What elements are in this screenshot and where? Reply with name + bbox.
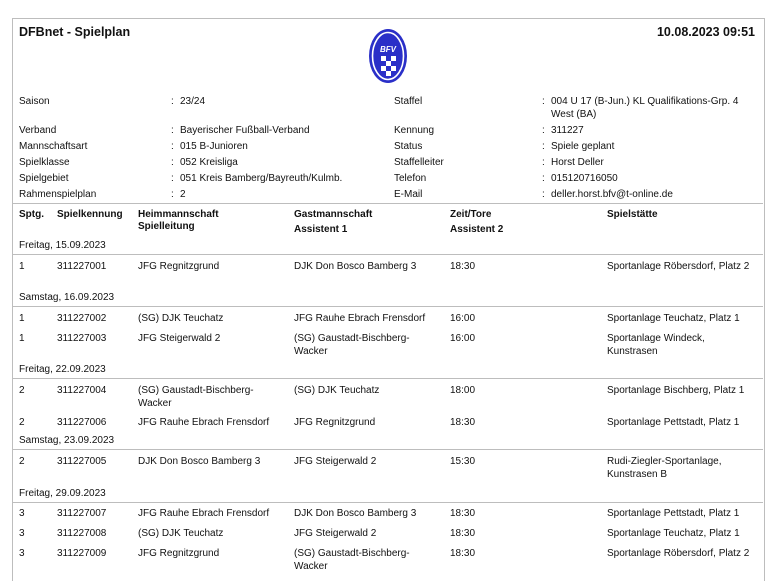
cell-spielstaette: Rudi-Ziegler-Sportanlage, Kunstrasen B — [607, 456, 722, 480]
cell-gastmannschaft: JFG Regnitzgrund — [294, 417, 376, 428]
col-gastmannschaft: Gastmannschaft — [294, 209, 373, 220]
date-rule — [12, 449, 763, 450]
meta-value: 052 Kreisliga — [180, 157, 238, 168]
cell-sptg: 2 — [19, 456, 25, 467]
match-date: Samstag, 16.09.2023 — [19, 292, 115, 303]
cell-gastmannschaft: JFG Steigerwald 2 — [294, 528, 377, 539]
match-date: Freitag, 29.09.2023 — [19, 488, 106, 499]
meta-label: Verband — [19, 125, 57, 136]
cell-gastmannschaft: (SG) Gaustadt-Bischberg-Wacker — [294, 333, 410, 357]
meta-label: Staffel — [394, 96, 423, 107]
meta-colon: : — [542, 173, 545, 184]
date-rule — [12, 502, 763, 503]
cell-heimmannschaft: DJK Don Bosco Bamberg 3 — [138, 456, 261, 467]
cell-spielstaette: Sportanlage Teuchatz, Platz 1 — [607, 313, 740, 324]
meta-value: 2 — [180, 189, 186, 200]
cell-sptg: 3 — [19, 508, 25, 519]
meta-label: Kennung — [394, 125, 435, 136]
meta-separator — [12, 203, 763, 204]
cell-gastmannschaft: JFG Steigerwald 2 — [294, 456, 377, 467]
meta-colon: : — [171, 189, 174, 200]
match-date: Freitag, 22.09.2023 — [19, 364, 106, 375]
meta-label: Spielgebiet — [19, 173, 69, 184]
date-rule — [12, 254, 763, 255]
cell-gastmannschaft: (SG) Gaustadt-Bischberg-Wacker — [294, 548, 410, 572]
meta-value: 004 U 17 (B-Jun.) KL Qualifikations-Grp. 4 West (BA) — [551, 96, 739, 120]
col-sptg: Sptg. — [19, 209, 44, 220]
cell-sptg: 1 — [19, 333, 25, 344]
cell-zeit: 16:00 — [450, 333, 476, 344]
cell-gastmannschaft: DJK Don Bosco Bamberg 3 — [294, 508, 417, 519]
cell-spielkennung: 311227007 — [57, 508, 107, 519]
cell-spielkennung: 311227004 — [57, 385, 107, 396]
cell-heimmannschaft: (SG) Gaustadt-Bischberg-Wacker — [138, 385, 254, 409]
cell-sptg: 2 — [19, 417, 25, 428]
cell-zeit: 15:30 — [450, 456, 476, 467]
meta-label: Saison — [19, 96, 50, 107]
cell-zeit: 18:30 — [450, 548, 476, 559]
meta-colon: : — [171, 141, 174, 152]
meta-value: deller.horst.bfv@t-online.de — [551, 189, 673, 200]
meta-value: 015120716050 — [551, 173, 618, 184]
cell-spielstaette: Sportanlage Pettstadt, Platz 1 — [607, 417, 740, 428]
cell-sptg: 3 — [19, 548, 25, 559]
meta-label: E-Mail — [394, 189, 423, 200]
meta-value: Spiele geplant — [551, 141, 615, 152]
cell-heimmannschaft: JFG Steigerwald 2 — [138, 333, 221, 344]
cell-spielkennung: 311227008 — [57, 528, 107, 539]
col-heimmannschaft: Heimmannschaft — [138, 209, 219, 220]
meta-label: Spielklasse — [19, 157, 70, 168]
date-rule — [12, 378, 763, 379]
cell-sptg: 2 — [19, 385, 25, 396]
cell-zeit: 18:30 — [450, 261, 476, 272]
col-assistent-2: Assistent 2 — [450, 224, 504, 235]
cell-gastmannschaft: (SG) DJK Teuchatz — [294, 385, 380, 396]
meta-colon: : — [542, 157, 545, 168]
meta-colon: : — [542, 96, 545, 107]
cell-spielstaette: Sportanlage Röbersdorf, Platz 2 — [607, 261, 750, 272]
bfv-logo-text: BFV — [380, 45, 396, 54]
meta-label: Status — [394, 141, 423, 152]
meta-colon: : — [542, 141, 545, 152]
bfv-logo — [367, 27, 409, 85]
cell-heimmannschaft: (SG) DJK Teuchatz — [138, 528, 224, 539]
cell-heimmannschaft: JFG Regnitzgrund — [138, 261, 220, 272]
cell-zeit: 18:00 — [450, 385, 476, 396]
cell-spielkennung: 311227003 — [57, 333, 107, 344]
match-date: Freitag, 15.09.2023 — [19, 240, 106, 251]
meta-label: Telefon — [394, 173, 427, 184]
meta-colon: : — [171, 157, 174, 168]
col-spielkennung: Spielkennung — [57, 209, 123, 220]
col-assistent-1: Assistent 1 — [294, 224, 348, 235]
cell-spielkennung: 311227001 — [57, 261, 107, 272]
meta-colon: : — [542, 189, 545, 200]
cell-spielstaette: Sportanlage Pettstadt, Platz 1 — [607, 508, 740, 519]
cell-spielstaette: Sportanlage Teuchatz, Platz 1 — [607, 528, 740, 539]
meta-colon: : — [171, 96, 174, 107]
cell-heimmannschaft: (SG) DJK Teuchatz — [138, 313, 224, 324]
meta-value: 311227 — [551, 125, 584, 136]
cell-zeit: 16:00 — [450, 313, 476, 324]
print-timestamp: 10.08.2023 09:51 — [656, 25, 755, 39]
cell-heimmannschaft: JFG Regnitzgrund — [138, 548, 220, 559]
meta-label: Mannschaftsart — [19, 141, 88, 152]
cell-sptg: 3 — [19, 528, 25, 539]
cell-spielkennung: 311227002 — [57, 313, 107, 324]
cell-sptg: 1 — [19, 261, 25, 272]
cell-zeit: 18:30 — [450, 508, 476, 519]
meta-colon: : — [542, 125, 545, 136]
cell-gastmannschaft: DJK Don Bosco Bamberg 3 — [294, 261, 417, 272]
meta-value: Bayerischer Fußball-Verband — [180, 125, 310, 136]
cell-heimmannschaft: JFG Rauhe Ebrach Frensdorf — [138, 508, 270, 519]
date-rule — [12, 306, 763, 307]
cell-spielstaette: Sportanlage Röbersdorf, Platz 2 — [607, 548, 750, 559]
cell-spielstaette: Sportanlage Bischberg, Platz 1 — [607, 385, 745, 396]
cell-gastmannschaft: JFG Rauhe Ebrach Frensdorf — [294, 313, 426, 324]
cell-sptg: 1 — [19, 313, 25, 324]
cell-zeit: 18:30 — [450, 417, 476, 428]
cell-zeit: 18:30 — [450, 528, 476, 539]
meta-value: 23/24 — [180, 96, 206, 107]
meta-value: 051 Kreis Bamberg/Bayreuth/Kulmb. — [180, 173, 343, 184]
col-spielleitung: Spielleitung — [138, 221, 195, 232]
meta-value: 015 B-Junioren — [180, 141, 248, 152]
cell-spielkennung: 311227009 — [57, 548, 107, 559]
cell-spielstaette: Sportanlage Windeck, Kunstrasen — [607, 333, 705, 357]
meta-colon: : — [171, 173, 174, 184]
meta-colon: : — [171, 125, 174, 136]
cell-spielkennung: 311227005 — [57, 456, 107, 467]
document-title: DFBnet - Spielplan — [19, 25, 131, 39]
meta-label: Rahmenspielplan — [19, 189, 97, 200]
cell-heimmannschaft: JFG Rauhe Ebrach Frensdorf — [138, 417, 270, 428]
match-date: Samstag, 23.09.2023 — [19, 435, 115, 446]
cell-spielkennung: 311227006 — [57, 417, 107, 428]
meta-value: Horst Deller — [551, 157, 604, 168]
meta-label: Staffelleiter — [394, 157, 444, 168]
col-spielstaette: Spielstätte — [607, 209, 658, 220]
col-zeit-tore: Zeit/Tore — [450, 209, 492, 220]
